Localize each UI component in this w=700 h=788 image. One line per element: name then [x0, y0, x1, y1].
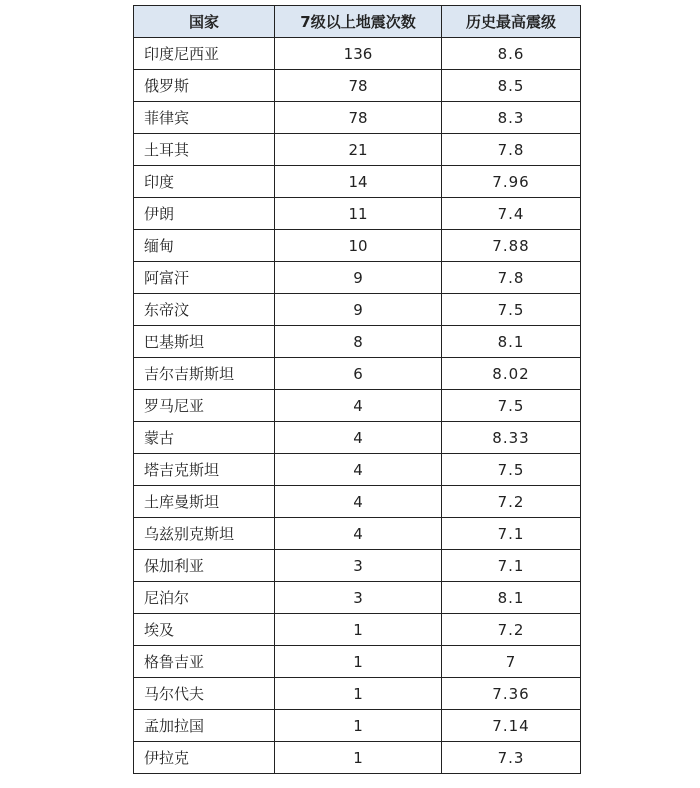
magnitude-cell: 7.1 [442, 518, 581, 550]
magnitude-cell: 7.1 [442, 550, 581, 582]
count-cell: 4 [275, 454, 442, 486]
table-row [134, 326, 581, 358]
table-row [134, 102, 581, 134]
earthquake-table [133, 5, 581, 774]
magnitude-cell: 7.4 [442, 198, 581, 230]
table-row [134, 486, 581, 518]
header-count: 7级以上地震次数 [275, 6, 442, 38]
count-cell: 136 [275, 38, 442, 70]
magnitude-cell: 7.8 [442, 134, 581, 166]
count-cell: 1 [275, 710, 442, 742]
count-cell: 4 [275, 422, 442, 454]
table-row [134, 422, 581, 454]
magnitude-cell: 8.1 [442, 326, 581, 358]
country-cell: 伊朗 [134, 198, 275, 230]
country-cell: 菲律宾 [134, 102, 275, 134]
table-row [134, 294, 581, 326]
magnitude-cell: 8.02 [442, 358, 581, 390]
country-cell: 马尔代夫 [134, 678, 275, 710]
magnitude-cell: 7.36 [442, 678, 581, 710]
table-row [134, 38, 581, 70]
country-cell: 土耳其 [134, 134, 275, 166]
country-cell: 土库曼斯坦 [134, 486, 275, 518]
count-cell: 1 [275, 742, 442, 774]
table-row [134, 358, 581, 390]
magnitude-cell: 7 [442, 646, 581, 678]
table-row [134, 582, 581, 614]
country-cell: 格鲁吉亚 [134, 646, 275, 678]
magnitude-cell: 7.14 [442, 710, 581, 742]
count-cell: 9 [275, 294, 442, 326]
count-cell: 1 [275, 646, 442, 678]
country-cell: 俄罗斯 [134, 70, 275, 102]
header-max-magnitude: 历史最高震级 [442, 6, 581, 38]
table-row [134, 230, 581, 262]
country-cell: 保加利亚 [134, 550, 275, 582]
count-cell: 8 [275, 326, 442, 358]
country-cell: 尼泊尔 [134, 582, 275, 614]
country-cell: 缅甸 [134, 230, 275, 262]
magnitude-cell: 7.5 [442, 390, 581, 422]
country-cell: 印度尼西亚 [134, 38, 275, 70]
count-cell: 1 [275, 614, 442, 646]
magnitude-cell: 7.2 [442, 486, 581, 518]
magnitude-cell: 8.5 [442, 70, 581, 102]
country-cell: 吉尔吉斯斯坦 [134, 358, 275, 390]
table-row [134, 166, 581, 198]
country-cell: 印度 [134, 166, 275, 198]
country-cell: 埃及 [134, 614, 275, 646]
count-cell: 1 [275, 678, 442, 710]
country-cell: 孟加拉国 [134, 710, 275, 742]
country-cell: 罗马尼亚 [134, 390, 275, 422]
table-row [134, 550, 581, 582]
magnitude-cell: 7.96 [442, 166, 581, 198]
country-cell: 乌兹别克斯坦 [134, 518, 275, 550]
count-cell: 78 [275, 102, 442, 134]
magnitude-cell: 7.88 [442, 230, 581, 262]
magnitude-cell: 8.1 [442, 582, 581, 614]
count-cell: 78 [275, 70, 442, 102]
magnitude-cell: 7.8 [442, 262, 581, 294]
header-country: 国家 [134, 6, 275, 38]
count-cell: 4 [275, 486, 442, 518]
country-cell: 蒙古 [134, 422, 275, 454]
table-row [134, 198, 581, 230]
count-cell: 14 [275, 166, 442, 198]
count-cell: 10 [275, 230, 442, 262]
header-row [134, 6, 581, 38]
count-cell: 9 [275, 262, 442, 294]
table-row [134, 678, 581, 710]
country-cell: 塔吉克斯坦 [134, 454, 275, 486]
table-row [134, 710, 581, 742]
count-cell: 4 [275, 518, 442, 550]
magnitude-cell: 8.6 [442, 38, 581, 70]
table-row [134, 134, 581, 166]
count-cell: 21 [275, 134, 442, 166]
country-cell: 阿富汗 [134, 262, 275, 294]
count-cell: 11 [275, 198, 442, 230]
table-row [134, 742, 581, 774]
country-cell: 东帝汶 [134, 294, 275, 326]
country-cell: 巴基斯坦 [134, 326, 275, 358]
table-row [134, 614, 581, 646]
count-cell: 4 [275, 390, 442, 422]
magnitude-cell: 8.33 [442, 422, 581, 454]
magnitude-cell: 8.3 [442, 102, 581, 134]
table-row [134, 70, 581, 102]
magnitude-cell: 7.5 [442, 454, 581, 486]
magnitude-cell: 7.5 [442, 294, 581, 326]
count-cell: 3 [275, 582, 442, 614]
table-row [134, 454, 581, 486]
table-row [134, 646, 581, 678]
table-row [134, 518, 581, 550]
table-row [134, 390, 581, 422]
magnitude-cell: 7.3 [442, 742, 581, 774]
table-row [134, 262, 581, 294]
count-cell: 6 [275, 358, 442, 390]
count-cell: 3 [275, 550, 442, 582]
country-cell: 伊拉克 [134, 742, 275, 774]
table-body [134, 38, 581, 774]
magnitude-cell: 7.2 [442, 614, 581, 646]
